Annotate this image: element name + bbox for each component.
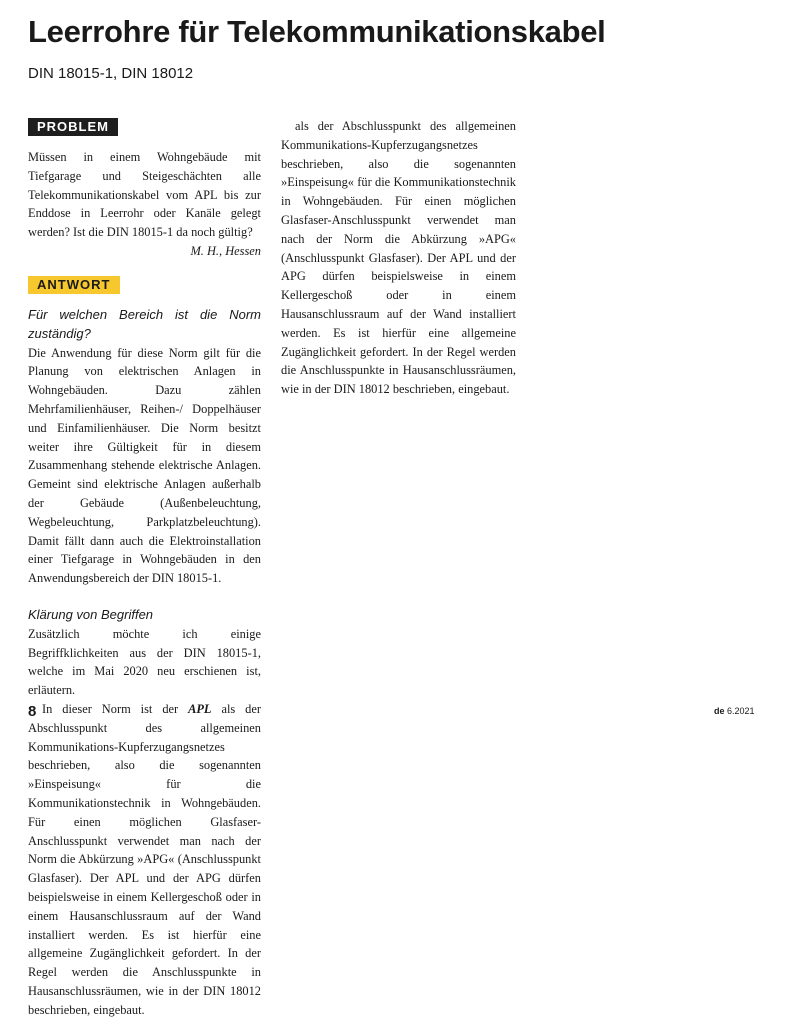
page-title: Leerrohre für Telekommunikationskabel: [28, 14, 606, 49]
paragraph-scope: Die Anwendung für diese Norm gilt für die Planung von elektrischen Anlagen in Wohngebäuden. Dazu zählen Mehrfamilienhäuser, Reihen-/ Doppelhäuser und Einfamilienhäuser. Die Norm besitzt weiter ihre Gültigkeit für in diesem Zusammenhang stehende elektrische Anlagen. Gemeint sind elektrische Anlagen außerhalb der Gebäude (Außenbeleuchtung, Wegbeleuchtung, Parkplatzbeleuchtung). Damit fällt dann auch die Elektroinstallation einer Tiefgarage in Wohngebäuden in den Anwendungsbereich der DIN 18015-1.: [28, 345, 261, 586]
problem-signature: M. H., Hessen: [190, 243, 261, 258]
column-1: [28, 306, 261, 1017]
paragraph-terms: Zusätzlich möchte ich einige Begriffklichkeiten aus der DIN 18015-1, welche im Mai 2020 neu erschienen ist, erläutern.: [28, 626, 261, 698]
paragraph-apl-cont: [281, 117, 516, 399]
page-subtitle: DIN 18015-1, DIN 18012: [28, 65, 194, 82]
antwort-label: ANTWORT: [28, 276, 120, 294]
page-number: 8: [28, 703, 37, 720]
footer: [714, 706, 755, 716]
text: als der Abschlusspunkt des allgemeinen Kommunikations-Kupferzugangsnetzes beschrieben, also die sogenannten »Einspeisung« für die Kommunikationstechnik in Wohngebäuden. Für einen möglichen Glasfaser-Anschlusspunkt verwendet man nach der Norm die Abkürzung »APG« (Anschlusspunkt Glasfaser). Der APL und der APG dürfen beispielsweise in einem Kellergeschoß oder in einem Hausanschlussraum auf der Wand installiert werden. Es ist hierfür eine allgemeine Zugänglichkeit gefordert. In der Regel werden die Anschlusspunkte in Hausanschlussräumen, wie in der DIN 18012 beschrieben, eingebaut.: [28, 701, 261, 1017]
problem-label: PROBLEM: [28, 118, 118, 136]
footer-magazine: de: [714, 706, 725, 716]
column-2: [281, 117, 516, 687]
term-apl: APL: [188, 701, 212, 716]
problem-text: Müssen in einem Wohngebäude mit Tiefgarage und Steigeschächten alle Telekommunikationskabel vom APL bis zur Enddose in Leerrohr oder Kanäle gelegt werden? Ist die DIN 18015-1 da noch gültig?: [28, 150, 261, 240]
text: als der Abschlusspunkt des allgemeinen Kommunikations-Kupferzugangsnetzes beschrieben, also die sogenannten »Einspeisung« für die Kommunikationstechnik in Wohngebäuden. Für einen möglichen Glasfaser-Anschlusspunkt verwendet man nach der Norm die Abkürzung »APG« (Anschlusspunkt Glasfaser). Der APL und der APG dürfen beispielsweise in einem Kellergeschoß oder in einem Hausanschlussraum auf der Wand installiert werden. Es ist hierfür eine allgemeine Zugänglichkeit gefordert. In der Regel werden die Anschlusspunkte in Hausanschlussräumen, wie in der DIN 18012 beschrieben, eingebaut.: [281, 119, 516, 397]
heading-scope: Für welchen Bereich ist die Norm zuständig?: [28, 307, 261, 341]
paragraph-apl: [28, 700, 261, 1019]
heading-terms: Klärung von Begriffen: [28, 606, 154, 622]
text: In dieser Norm ist der: [42, 701, 189, 716]
footer-issue: 6.2021: [727, 706, 755, 716]
problem-column: [28, 148, 261, 261]
